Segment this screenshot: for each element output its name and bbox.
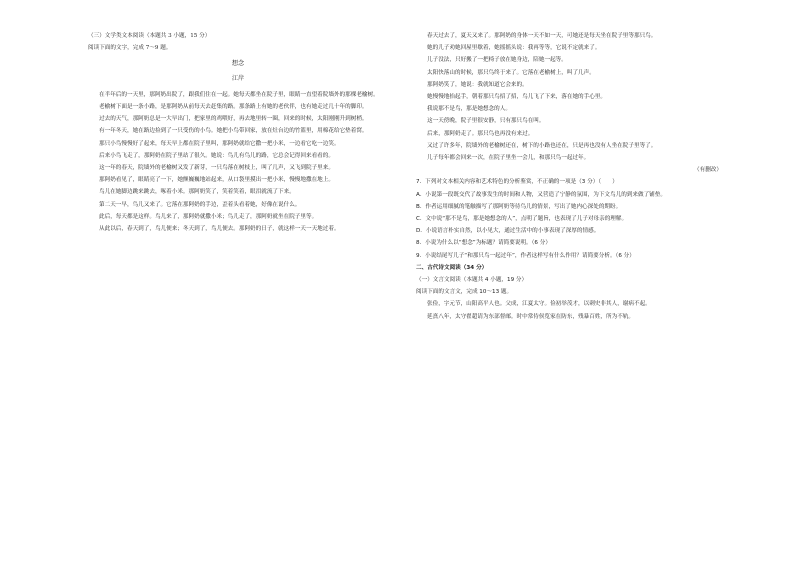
question-7: 7．下列对文本相关内容和艺术特色的分析鉴赏，不正确的一项是（3 分）（ ）: [416, 179, 618, 186]
right-column: [416, 30, 722, 323]
source-note: （有删改）: [694, 167, 722, 174]
paragraph: 鸟儿在她脚边跳来跳去，啄着小米。那阿奶笑了，笑着笑着，眼泪就流了下来。: [99, 189, 295, 196]
paragraph: 那只小鸟慢慢好了起来，每天早上都在院子里叫，那阿奶就给它撒一把小米，一边看它吃一边笑。: [99, 140, 340, 147]
question-8: 8．小说为什么以“想念”为标题？请简要说明。（6 分）: [416, 240, 551, 247]
paragraph: 那阿奶看见了，眼睛亮了一下，她颤巍巍地站起来，从口袋里摸出一把小米，慢慢地撒在地上。: [99, 177, 334, 184]
question-9: 9．小说结尾写儿子“和那只鸟一起过年”，作者这样写有什么作用？请简要分析。（6 分）: [416, 252, 635, 259]
wenyan-paragraph: 延熹八年，太守翟超请为东部督邮。时中常侍侯览家在防东，残暴百姓，所为不轨。: [427, 313, 634, 320]
option-c: C．文中说“那不是鸟，那是她想念的人”，点明了题旨，也表现了儿子对母亲的理解。: [416, 216, 628, 223]
paragraph: 过去的天气，那阿奶总是一大早出门，把家里的鸡喂好，再去地里转一圈，回来的时候，太阳刚刚升到树梢。: [99, 116, 368, 123]
paragraph: 此后，每天都是这样。鸟儿来了，那阿奶就撒小米；鸟儿走了，那阿奶就坐在院子里等。: [99, 213, 318, 220]
story-author: 江岸: [231, 74, 244, 82]
part-2-heading: 二、古代诗文阅读（34 分）: [416, 264, 488, 271]
paragraph: 春天过去了，夏天又来了。那阿奶的身体一天不如一天，可她还是每天坐在院子里等那只鸟。: [427, 33, 657, 39]
instruction-text: 阅读下面的文字，完成 7～9 题。: [88, 45, 172, 52]
option-d: D．小说语言朴实自然，以小见大，通过生活中的小事表现了深厚的情感。: [416, 228, 600, 235]
paragraph: 第二天一早，鸟儿又来了。它落在那阿奶的手边，歪着头看着她，好像在说什么。: [99, 201, 301, 208]
paragraph: 这一年的春天，院墙外的老榆树又发了新芽，一只鸟落在树枝上，叫了几声，又飞到院子里来。: [99, 165, 334, 172]
paragraph: 我说那不是鸟，那是她想念的人。: [427, 106, 511, 113]
wenyan-paragraph: 张俭，字元节，山阳高平人也。父成，江夏太守。俭初举茂才，以刺史非其人，谢病不起。: [427, 301, 651, 308]
paragraph: 她慢慢地抬起手，朝着那只鸟招了招，鸟儿飞了下来，落在她的手心里。: [427, 94, 607, 101]
paragraph: 她的儿子劝她回屋里歇着，她摇摇头说：我再等等，它说不定就来了。: [427, 45, 601, 52]
paragraph: 儿子没法，只好搬了一把椅子放在她身边，陪她一起等。: [427, 57, 567, 64]
story-title: 想念: [231, 60, 245, 68]
paragraph: 太阳快落山的时候，那只鸟终于来了。它落在老榆树上，叫了几声。: [427, 69, 595, 76]
option-b: B．作者运用细腻的笔触描写了那阿奶等待鸟儿的情景，写出了她内心深处的期盼。: [416, 203, 622, 210]
paragraph: 儿子每年都会回来一次，在院子里坐一会儿，和那只鸟一起过年。: [427, 155, 590, 162]
left-column: [88, 30, 388, 235]
part-2a-heading: （一）文言文阅读（本题共 4 小题，19 分）: [416, 277, 528, 284]
paragraph: 那阿奶笑了，她说：我就知道它会来的。: [427, 81, 528, 88]
paragraph: 又过了许多年，院墙外的老榆树还在，树下的小路也还在，只是再也没有人坐在院子里等了。: [427, 142, 657, 149]
paragraph: 后来，那阿奶走了。那只鸟也再没有来过。: [427, 130, 534, 137]
paragraph: 后来小鸟飞走了，那阿奶在院子里站了很久。她说：鸟儿有鸟儿的路，它总会记得回来看看的。: [99, 152, 334, 159]
paragraph: 这一天傍晚，院子里很安静，只有那只鸟在叫。: [427, 118, 545, 125]
paragraph: 从此以后，春天到了，鸟儿便来；冬天到了，鸟儿便去。那阿奶的日子，就这样一天一天地过着。: [99, 226, 340, 233]
option-a: A．小说第一段既交代了故事发生的时间和人物，又营造了宁静的氛围，为下文鸟儿的到来做了铺垫。: [416, 191, 666, 198]
paragraph: 老榆树下面是一条小路，是那阿奶从前每天去赶集的路。那条路上有她的老伙伴，也有她走过几十年的脚印。: [99, 104, 368, 111]
paragraph: 有一年冬天，她在路边捡到了一只受伤的小鸟。她把小鸟带回家，放在灶台边的竹篮里，用棉花给它垫着窝。: [99, 128, 368, 135]
paragraph: 在半年后的一天里，那阿奶出院了，跟我们住在一起。她每天都坐在院子里，眼睛一直望着院墙外的那棵老榆树。: [99, 91, 379, 98]
part-2-instruction: 阅读下面的文言文，完成 10～13 题。: [416, 289, 513, 296]
section-heading: （三）文学类文本阅读（本题共 3 小题，15 分）: [88, 33, 211, 39]
